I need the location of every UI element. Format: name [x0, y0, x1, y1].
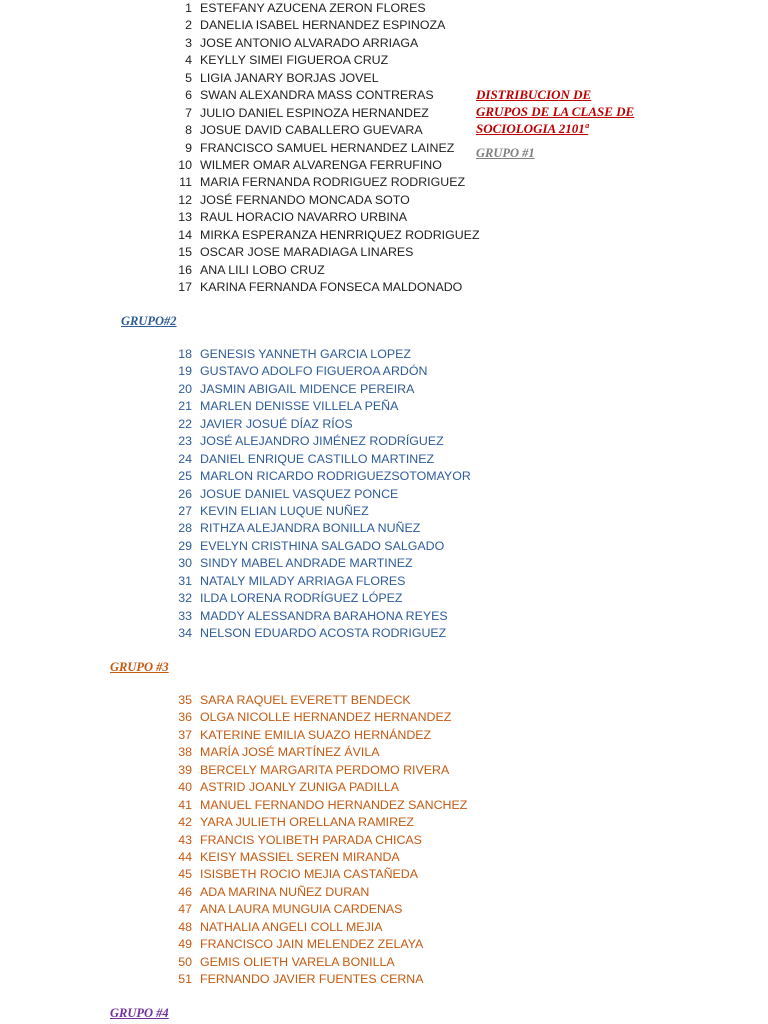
student-name: ANA LAURA MUNGUIA CARDENAS	[200, 902, 403, 917]
student-row	[0, 779, 470, 796]
student-name: EVELYN CRISTHINA SALGADO SALGADO	[200, 538, 445, 553]
student-number: 46	[178, 884, 192, 899]
student-row	[0, 503, 470, 520]
student-row	[0, 901, 470, 918]
student-name: NELSON EDUARDO ACOSTA RODRIGUEZ	[200, 626, 447, 640]
student-number: 51	[178, 972, 192, 986]
student-name: NATHALIA ANGELI COLL MEJIA	[200, 919, 383, 934]
student-number: 23	[178, 434, 192, 449]
student-row	[0, 244, 470, 261]
student-name: RITHZA ALEJANDRA BONILLA NUÑEZ	[200, 521, 421, 536]
student-number: 33	[178, 608, 192, 623]
student-number: 39	[178, 762, 192, 777]
student-name: DANELIA ISABEL HERNANDEZ ESPINOZA	[200, 18, 446, 33]
student-name: MARLON RICARDO RODRIGUEZSOTOMAYOR	[200, 469, 471, 484]
student-row	[0, 590, 470, 607]
student-name: KEISY MASSIEL SEREN MIRANDA	[200, 849, 400, 864]
student-row	[0, 416, 470, 433]
student-row	[0, 538, 470, 555]
student-row	[0, 625, 470, 642]
student-name: RAUL HORACIO NAVARRO URBINA	[200, 210, 407, 225]
student-number: 27	[178, 503, 192, 518]
student-name: KEVIN ELIAN LUQUE NUÑEZ	[200, 503, 369, 518]
student-name: ESTEFANY AZUCENA ZERON FLORES	[200, 1, 426, 15]
student-row	[0, 363, 470, 380]
student-number: 7	[185, 105, 192, 120]
group-4-heading: GRUPO #4	[110, 1006, 169, 1020]
student-name: ANA LILI LOBO CRUZ	[200, 262, 325, 277]
student-name: JAVIER JOSUÉ DÍAZ RÍOS	[200, 416, 353, 431]
student-row	[0, 608, 470, 625]
student-row	[0, 709, 470, 726]
student-row	[0, 17, 470, 34]
student-row	[0, 35, 470, 52]
student-row	[0, 174, 470, 191]
student-row	[0, 849, 470, 866]
student-row	[0, 0, 470, 17]
student-row	[0, 209, 470, 226]
student-row	[0, 262, 470, 279]
student-name: FRANCISCO SAMUEL HERNANDEZ LAINEZ	[200, 140, 455, 155]
student-number: 13	[178, 210, 192, 225]
student-row	[0, 468, 470, 485]
student-name: JULIO DANIEL ESPINOZA HERNANDEZ	[200, 105, 429, 120]
student-number: 41	[178, 797, 192, 812]
student-row	[0, 279, 470, 296]
student-row	[0, 555, 470, 572]
student-name: JASMIN ABIGAIL MIDENCE PEREIRA	[200, 381, 415, 396]
student-name: FERNANDO JAVIER FUENTES CERNA	[200, 972, 424, 986]
student-number: 32	[178, 591, 192, 606]
student-row	[0, 971, 470, 988]
student-number: 34	[178, 626, 192, 640]
student-row	[0, 157, 470, 174]
student-name: SINDY MABEL ANDRADE MARTINEZ	[200, 556, 413, 571]
student-row	[0, 954, 470, 971]
student-number: 42	[178, 815, 192, 830]
student-row	[0, 832, 470, 849]
student-number: 21	[178, 399, 192, 414]
student-number: 43	[178, 832, 192, 847]
student-name: NATALY MILADY ARRIAGA FLORES	[200, 573, 406, 588]
student-row	[0, 381, 470, 398]
student-row	[0, 884, 470, 901]
document-title-line-1: DISTRIBUCION DE	[476, 87, 592, 102]
student-row	[0, 744, 470, 761]
student-name: FRANCISCO JAIN MELENDEZ ZELAYA	[200, 937, 424, 952]
student-number: 30	[178, 556, 192, 571]
group-2-list	[0, 346, 470, 642]
student-number: 25	[178, 469, 192, 484]
student-number: 48	[178, 919, 192, 934]
student-name: DANIEL ENRIQUE CASTILLO MARTINEZ	[200, 451, 435, 466]
student-row	[0, 52, 470, 69]
student-row	[0, 936, 470, 953]
student-row	[0, 762, 470, 779]
student-row	[0, 451, 470, 468]
student-name: LIGIA JANARY BORJAS JOVEL	[200, 70, 379, 85]
student-number: 36	[178, 710, 192, 725]
student-name: KATERINE EMILIA SUAZO HERNÁNDEZ	[200, 727, 432, 742]
document-title-line-2: GRUPOS DE LA CLASE DE	[476, 104, 635, 119]
student-row	[0, 433, 470, 450]
student-number: 28	[178, 521, 192, 536]
group-1-heading: GRUPO #1	[476, 146, 535, 160]
student-row	[0, 70, 470, 87]
student-row	[0, 227, 480, 244]
student-number: 1	[185, 1, 192, 15]
student-number: 5	[185, 70, 192, 85]
student-name: GUSTAVO ADOLFO FIGUEROA ARDÓN	[200, 364, 428, 379]
student-name: JOSÉ FERNANDO MONCADA SOTO	[200, 192, 410, 207]
student-row	[0, 486, 470, 503]
student-name: KARINA FERNANDA FONSECA MALDONADO	[200, 280, 463, 294]
document-title	[476, 86, 676, 137]
student-name: MARÍA JOSÉ MARTÍNEZ ÁVILA	[200, 745, 380, 760]
student-name: MADDY ALESSANDRA BARAHONA REYES	[200, 608, 448, 623]
student-number: 49	[178, 937, 192, 952]
student-name: YARA JULIETH ORELLANA RAMIREZ	[200, 815, 414, 830]
student-number: 4	[185, 53, 192, 68]
student-name: JOSÉ ALEJANDRO JIMÉNEZ RODRÍGUEZ	[200, 434, 444, 449]
student-name: JOSUE DANIEL VASQUEZ PONCE	[200, 486, 399, 501]
student-row	[0, 866, 470, 883]
student-number: 8	[185, 123, 192, 138]
group-3-list	[0, 692, 470, 988]
student-name: FRANCIS YOLIBETH PARADA CHICAS	[200, 832, 422, 847]
student-name: OLGA NICOLLE HERNANDEZ HERNANDEZ	[200, 710, 452, 725]
student-number: 12	[178, 192, 192, 207]
student-number: 3	[185, 35, 192, 50]
student-row	[0, 919, 470, 936]
student-name: WILMER OMAR ALVARENGA FERRUFINO	[200, 157, 442, 172]
student-number: 40	[178, 780, 192, 795]
student-name: SWAN ALEXANDRA MASS CONTRERAS	[200, 88, 434, 103]
student-row	[0, 140, 470, 157]
student-number: 44	[178, 849, 192, 864]
student-name: BERCELY MARGARITA PERDOMO RIVERA	[200, 762, 450, 777]
student-name: KEYLLY SIMEI FIGUEROA CRUZ	[200, 53, 389, 68]
student-number: 9	[185, 140, 192, 155]
student-name: JOSUE DAVID CABALLERO GUEVARA	[200, 123, 423, 138]
student-name: JOSE ANTONIO ALVARADO ARRIAGA	[200, 35, 419, 50]
student-name: MARLEN DENISSE VILLELA PEÑA	[200, 399, 399, 414]
student-number: 45	[178, 867, 192, 882]
student-name: OSCAR JOSE MARADIAGA LINARES	[200, 245, 414, 260]
student-row	[0, 814, 470, 831]
student-number: 22	[178, 416, 192, 431]
student-row	[0, 87, 470, 104]
student-number: 16	[178, 262, 192, 277]
student-number: 18	[178, 347, 192, 361]
student-number: 10	[178, 157, 192, 172]
student-number: 24	[178, 451, 192, 466]
group-2-heading: GRUPO#2	[121, 314, 177, 328]
student-number: 50	[178, 954, 192, 969]
student-name: GENESIS YANNETH GARCIA LOPEZ	[200, 347, 411, 361]
student-number: 26	[178, 486, 192, 501]
student-number: 19	[178, 364, 192, 379]
student-number: 17	[178, 280, 192, 294]
student-row	[0, 692, 470, 709]
student-name: ILDA LORENA RODRÍGUEZ LÓPEZ	[200, 591, 403, 606]
student-row	[0, 122, 470, 139]
student-number: 11	[179, 175, 192, 190]
student-row	[0, 727, 470, 744]
student-number: 31	[178, 573, 192, 588]
student-number: 20	[178, 381, 192, 396]
student-name: GEMIS OLIETH VARELA BONILLA	[200, 954, 395, 969]
student-number: 15	[178, 245, 192, 260]
student-row	[0, 192, 470, 209]
student-name: ISISBETH ROCIO MEJIA CASTAÑEDA	[200, 867, 419, 882]
document-title-line-3: SOCIOLOGIA 2101ª	[476, 121, 589, 136]
student-number: 35	[178, 693, 192, 707]
student-row	[0, 797, 470, 814]
student-name: MANUEL FERNANDO HERNANDEZ SANCHEZ	[200, 797, 468, 812]
student-name: SARA RAQUEL EVERETT BENDECK	[200, 693, 411, 707]
student-number: 29	[178, 538, 192, 553]
student-name: MIRKA ESPERANZA HENRRIQUEZ RODRIGUEZ	[200, 227, 480, 242]
student-row	[0, 573, 470, 590]
student-name: ADA MARINA NUÑEZ DURAN	[200, 884, 370, 899]
group-1-list	[0, 0, 480, 296]
student-number: 47	[178, 902, 192, 917]
group-3-heading: GRUPO #3	[110, 660, 169, 674]
student-number: 14	[178, 227, 192, 242]
student-row	[0, 105, 470, 122]
student-name: MARIA FERNANDA RODRIGUEZ RODRIGUEZ	[200, 175, 466, 190]
student-name: ASTRID JOANLY ZUNIGA PADILLA	[200, 780, 399, 795]
student-number: 6	[185, 88, 192, 103]
student-number: 2	[185, 18, 192, 33]
student-row	[0, 520, 470, 537]
student-row	[0, 398, 470, 415]
student-number: 37	[178, 727, 192, 742]
student-row	[0, 346, 470, 363]
student-number: 38	[178, 745, 192, 760]
